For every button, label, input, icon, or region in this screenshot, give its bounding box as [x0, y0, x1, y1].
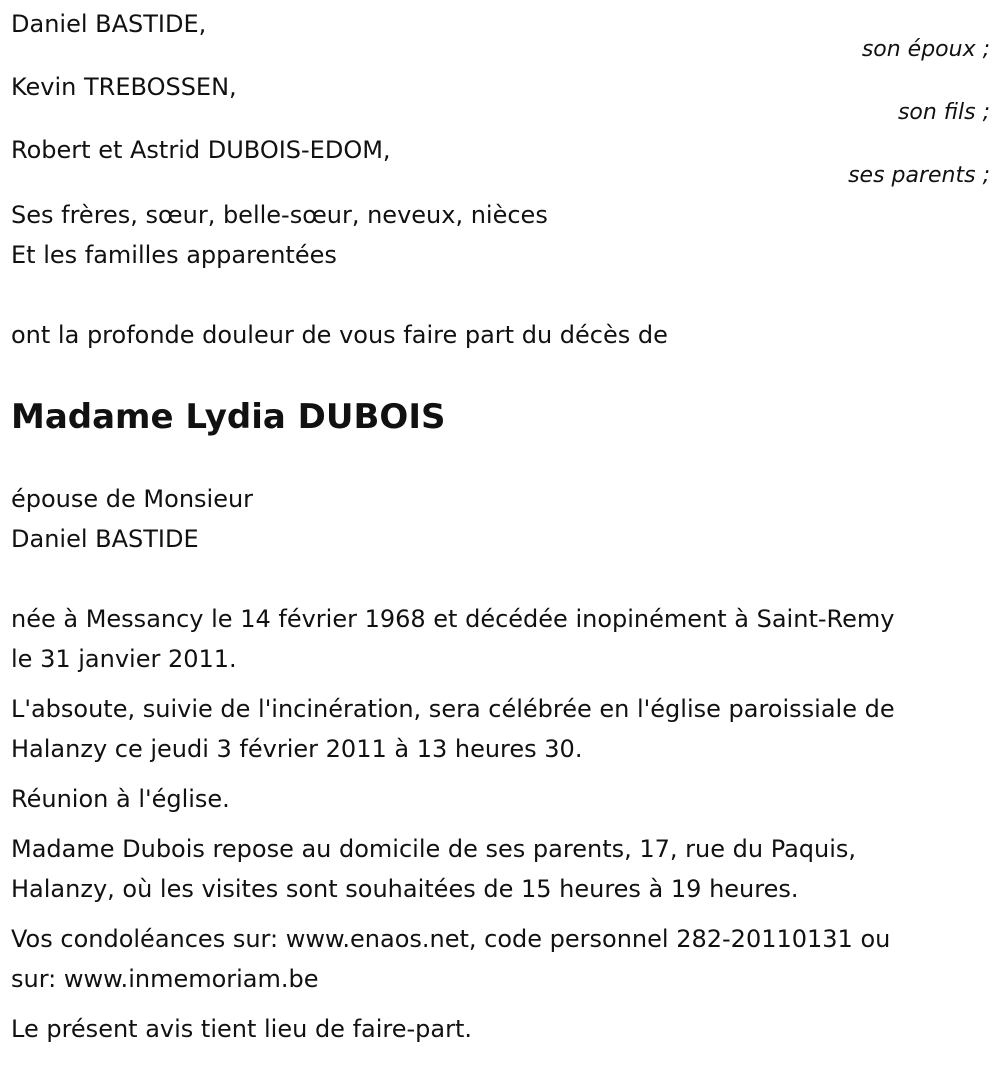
paragraph-line: Le présent avis tient lieu de faire-part. [11, 1015, 473, 1043]
spouse-line: Daniel BASTIDE [11, 525, 199, 553]
ceremony-paragraph [11, 689, 990, 769]
condolences-paragraph [11, 919, 990, 999]
other-relatives-line: Ses frères, sœur, belle-sœur, neveux, nièces [11, 201, 548, 229]
birth-death-paragraph [11, 599, 990, 679]
family-role: son fils ; [897, 100, 990, 125]
family-name: Daniel BASTIDE, [11, 10, 207, 38]
family-row-son [11, 63, 990, 126]
other-relatives-line: Et les familles apparentées [11, 241, 337, 269]
meeting-paragraph [11, 779, 990, 819]
family-row-parents [11, 126, 990, 189]
paragraph-line: sur: www.inmemoriam.be [11, 965, 319, 993]
family-role: ses parents ; [848, 163, 990, 188]
paragraph-line: Halanzy, où les visites sont souhaitées de 15 heures à 19 heures. [11, 875, 799, 903]
family-row-spouse [11, 0, 990, 63]
paragraph-line: Halanzy ce jeudi 3 février 2011 à 13 heures 30. [11, 735, 583, 763]
announcement-text: ont la profonde douleur de vous faire part du décès de [11, 321, 668, 349]
paragraph-line: Réunion à l'église. [11, 785, 230, 813]
notice-paragraph [11, 1009, 990, 1049]
paragraph-line: Madame Dubois repose au domicile de ses parents, 17, rue du Paquis, [11, 835, 857, 863]
paragraph-line: Vos condoléances sur: www.enaos.net, code personnel 282-20110131 ou [11, 925, 891, 953]
spouse-line: épouse de Monsieur [11, 485, 254, 513]
other-relatives [11, 195, 990, 275]
deceased-name: Madame Lydia DUBOIS [11, 397, 446, 437]
family-role: son époux ; [861, 37, 990, 62]
paragraph-line: le 31 janvier 2011. [11, 645, 237, 673]
obituary-notice [11, 0, 990, 1049]
spouse-info [11, 479, 990, 559]
family-name: Kevin TREBOSSEN, [11, 73, 237, 101]
rest-paragraph [11, 829, 990, 909]
paragraph-line: L'absoute, suivie de l'incinération, sera célébrée en l'église paroissiale de [11, 695, 895, 723]
family-name: Robert et Astrid DUBOIS-EDOM, [11, 136, 391, 164]
paragraph-line: née à Messancy le 14 février 1968 et décédée inopinément à Saint-Remy [11, 605, 895, 633]
